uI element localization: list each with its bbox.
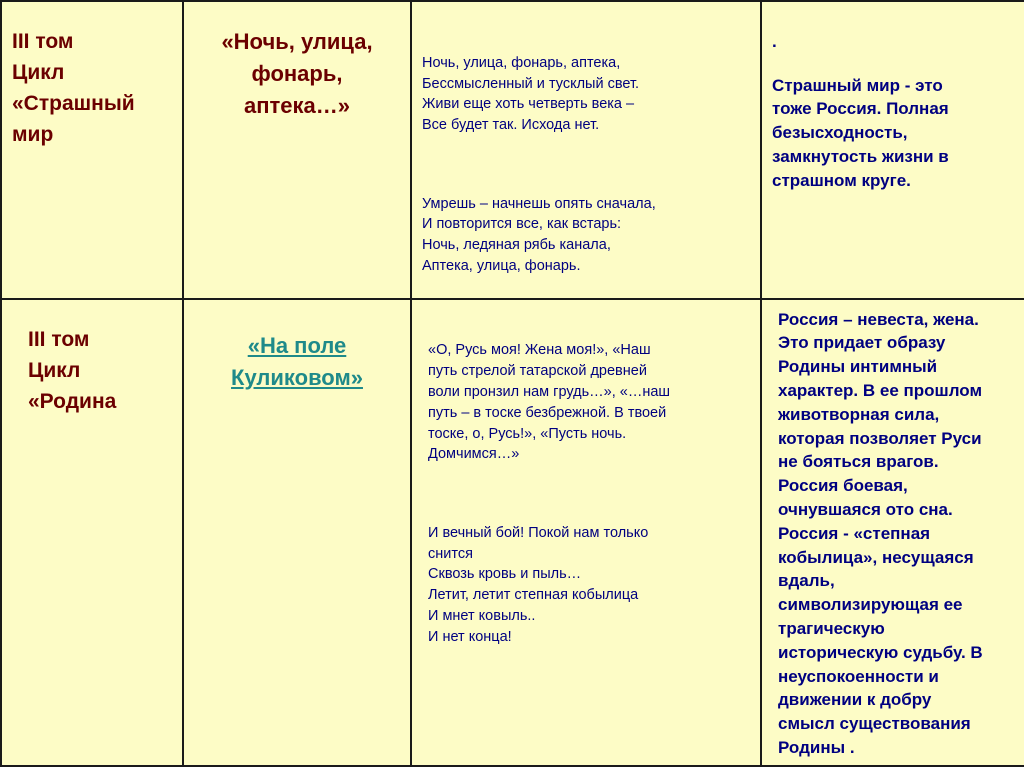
poem-stanza: Ночь, улица, фонарь, аптека, Бессмысленный и тусклый свет. Живи еще хоть четверть века – Все будет так. Исхода нет. <box>422 54 640 134</box>
volume-cycle-label: III том Цикл «Родина <box>28 327 117 413</box>
table-row <box>1 299 1024 766</box>
volume-cell <box>1 299 183 766</box>
poem-title-link[interactable]: «На поле Куликовом» <box>231 332 363 390</box>
commentary-text: Россия – невеста, жена. Это придает образу Родины интимный характер. В ее прошлом животворная сила, которая позволяет Руси не бояться врагов. Россия боевая, очнувшаяся ото сна. Россия - «степная кобылица», несущаяся вдаль, символизирующая ее трагическую историческую судьбу. В неуспокоенности и движении к добру смысл существования Родины . <box>778 309 983 757</box>
title-cell <box>183 1 411 299</box>
volume-cycle-label: III том Цикл «Страшный мир <box>12 30 135 146</box>
table-row <box>1 1 1024 299</box>
volume-cell <box>1 1 183 299</box>
poem-cell <box>411 299 761 766</box>
commentary-cell <box>761 1 1024 299</box>
title-cell <box>183 299 411 766</box>
poem-cell <box>411 1 761 299</box>
commentary-text: Страшный мир - это тоже Россия. Полная безысходность, замкнутость жизни в страшном круге. <box>772 75 949 190</box>
poem-stanza: Умрешь – начнешь опять сначала, И повторится все, как встарь: Ночь, ледяная рябь канала, Аптека, улица, фонарь. <box>422 195 656 274</box>
bullet-dot: . <box>772 31 777 51</box>
poem-quotes: «О, Русь моя! Жена моя!», «Наш путь стрелой татарской древней воли пронзил нам грудь…», «…наш путь – в тоске безбрежной. В твоей тоске, о, Русь!», «Пусть ночь. Домчимся…» <box>428 342 671 463</box>
poem-title: «Ночь, улица, фонарь, аптека…» <box>221 29 373 118</box>
commentary-cell <box>761 299 1024 766</box>
poem-stanza: И вечный бой! Покой нам только снится Сквозь кровь и пыль… Летит, летит степная кобылица И мнет ковыль.. И нет конца! <box>428 524 649 645</box>
